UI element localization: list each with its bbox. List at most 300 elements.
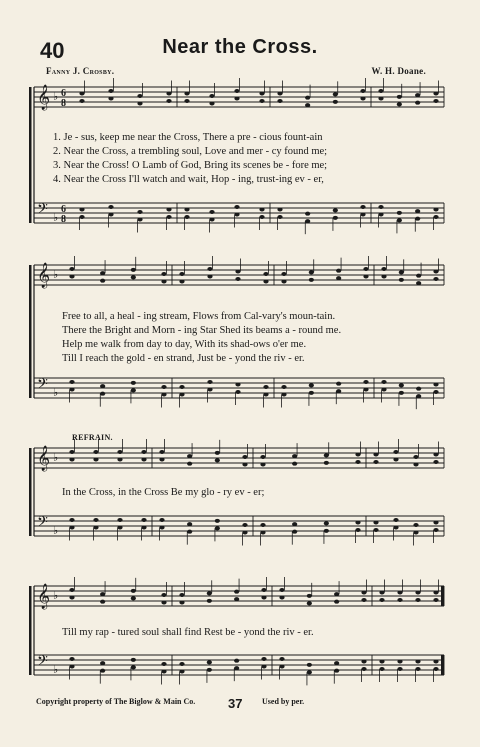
note-head <box>161 601 166 605</box>
note-head <box>131 275 136 279</box>
note-head <box>137 94 142 98</box>
note-head <box>261 588 266 592</box>
note-head <box>131 596 136 600</box>
note-head <box>179 393 184 397</box>
verse-4-line-1: 4. Near the Cross I'll watch and wait, Hop - ing, trust-ing ev - er, <box>53 174 324 185</box>
verse-4-line-2: Till I reach the gold - en strand, Just be - yond the riv - er. <box>62 353 305 364</box>
note-head <box>381 275 386 279</box>
note-head <box>333 92 338 96</box>
note-head <box>161 670 166 674</box>
note-head <box>207 275 212 279</box>
note-head <box>179 662 184 666</box>
flat-icon: ♭ <box>53 91 59 103</box>
note-head <box>141 450 146 454</box>
note-head <box>378 89 383 93</box>
note-head <box>159 518 164 522</box>
note-head <box>234 659 239 663</box>
note-head <box>69 275 74 279</box>
copyright-notice: Copyright property of The Biglow & Main Co. <box>36 697 196 706</box>
note-head <box>433 528 438 532</box>
note-head <box>415 598 420 602</box>
note-head <box>360 213 365 217</box>
note-head <box>179 601 184 605</box>
note-head <box>259 92 264 96</box>
bass-clef-icon: 𝄢 <box>37 201 48 221</box>
note-head <box>415 93 420 97</box>
note-head <box>307 670 312 674</box>
note-head <box>433 92 438 96</box>
note-head <box>69 458 74 462</box>
note-head <box>79 208 84 212</box>
note-head <box>305 103 310 107</box>
note-head <box>209 210 214 214</box>
note-head <box>161 280 166 284</box>
note-head <box>161 272 166 276</box>
note-head <box>433 460 438 464</box>
note-head <box>131 388 136 392</box>
note-head <box>69 380 74 384</box>
note-head <box>209 94 214 98</box>
note-head <box>179 280 184 284</box>
note-head <box>69 388 74 392</box>
note-head <box>415 591 420 595</box>
note-head <box>209 102 214 106</box>
note-head <box>334 600 339 604</box>
note-head <box>397 211 402 215</box>
note-head <box>166 215 171 219</box>
note-head <box>263 393 268 397</box>
note-head <box>363 267 368 271</box>
note-head <box>100 669 105 673</box>
note-head <box>379 591 384 595</box>
note-head <box>305 212 310 216</box>
note-head <box>373 521 378 525</box>
note-head <box>415 667 420 671</box>
note-head <box>355 460 360 464</box>
note-head <box>279 657 284 661</box>
note-head <box>207 267 212 271</box>
note-head <box>379 660 384 664</box>
note-head <box>100 384 105 388</box>
note-head <box>117 458 122 462</box>
note-head <box>361 591 366 595</box>
note-head <box>187 462 192 466</box>
note-head <box>137 210 142 214</box>
note-head <box>279 588 284 592</box>
note-head <box>279 596 284 600</box>
note-head <box>108 89 113 93</box>
note-head <box>333 100 338 104</box>
note-head <box>159 526 164 530</box>
note-head <box>336 382 341 386</box>
note-head <box>261 665 266 669</box>
note-head <box>69 518 74 522</box>
note-head <box>69 665 74 669</box>
verse-2-line-2: There the Bright and Morn - ing Star Shed its beams a - round me. <box>62 325 342 336</box>
note-head <box>187 530 192 534</box>
note-head <box>207 388 212 392</box>
flat-icon: ♭ <box>53 212 59 224</box>
note-head <box>378 97 383 101</box>
final-barline <box>441 586 444 606</box>
verse-3-line-1: 3. Near the Cross! O Lamb of God, Bring its scenes be - fore me; <box>53 160 328 171</box>
note-head <box>117 526 122 530</box>
note-head <box>281 280 286 284</box>
note-head <box>79 215 84 219</box>
final-barline <box>441 655 444 675</box>
note-head <box>336 389 341 393</box>
note-head <box>433 667 438 671</box>
note-head <box>259 215 264 219</box>
note-head <box>416 394 421 398</box>
note-head <box>397 660 402 664</box>
note-head <box>292 530 297 534</box>
note-head <box>379 598 384 602</box>
note-head <box>433 390 438 394</box>
note-head <box>281 385 286 389</box>
note-head <box>263 272 268 276</box>
note-head <box>413 463 418 467</box>
note-head <box>292 454 297 458</box>
note-head <box>336 276 341 280</box>
note-head <box>277 99 282 103</box>
verse-1-line-2: Free to all, a heal - ing stream, Flows from Cal-vary's moun-tain. <box>62 311 336 322</box>
note-head <box>69 267 74 271</box>
note-head <box>324 529 329 533</box>
note-head <box>324 461 329 465</box>
note-head <box>166 208 171 212</box>
note-head <box>309 278 314 282</box>
note-head <box>307 663 312 667</box>
note-head <box>141 518 146 522</box>
note-head <box>378 213 383 217</box>
note-head <box>413 523 418 527</box>
note-head <box>307 594 312 598</box>
note-head <box>131 268 136 272</box>
system-brace <box>29 586 32 675</box>
note-head <box>260 463 265 467</box>
note-head <box>100 592 105 596</box>
note-head <box>309 270 314 274</box>
note-head <box>433 660 438 664</box>
refrain-line-2: Till my rap - tured soul shall find Rest be - yond the riv - er. <box>62 627 314 638</box>
note-head <box>69 588 74 592</box>
composer-credit: W. H. Doane. <box>371 66 426 76</box>
note-head <box>281 393 286 397</box>
note-head <box>117 518 122 522</box>
note-head <box>393 458 398 462</box>
note-head <box>159 458 164 462</box>
note-head <box>100 392 105 396</box>
note-head <box>234 97 239 101</box>
hymn-number: 40 <box>40 38 65 63</box>
note-head <box>100 279 105 283</box>
note-head <box>433 521 438 525</box>
note-head <box>324 453 329 457</box>
note-head <box>100 600 105 604</box>
note-head <box>309 391 314 395</box>
note-head <box>161 593 166 597</box>
note-head <box>397 591 402 595</box>
refrain-label: REFRAIN. <box>72 433 113 442</box>
note-head <box>336 269 341 273</box>
note-head <box>360 89 365 93</box>
note-head <box>433 591 438 595</box>
note-head <box>381 267 386 271</box>
note-head <box>433 215 438 219</box>
note-head <box>235 390 240 394</box>
note-head <box>179 593 184 597</box>
note-head <box>433 598 438 602</box>
note-head <box>397 95 402 99</box>
note-head <box>305 96 310 100</box>
note-head <box>131 658 136 662</box>
verse-2-line-1: 2. Near the Cross, a trembling soul, Love and mer - cy found me; <box>53 146 328 157</box>
system-brace <box>29 448 32 536</box>
note-head <box>179 385 184 389</box>
note-head <box>361 667 366 671</box>
note-head <box>360 205 365 209</box>
note-head <box>397 218 402 222</box>
note-head <box>234 590 239 594</box>
note-head <box>187 522 192 526</box>
note-head <box>215 458 220 462</box>
system-brace <box>29 265 32 398</box>
note-head <box>161 393 166 397</box>
note-head <box>69 657 74 661</box>
permission-notice: Used by per. <box>262 697 305 706</box>
note-head <box>277 92 282 96</box>
note-head <box>373 528 378 532</box>
note-head <box>234 597 239 601</box>
treble-clef-icon: 𝄞 <box>37 85 51 110</box>
note-head <box>259 208 264 212</box>
note-head <box>234 213 239 217</box>
note-head <box>397 667 402 671</box>
note-head <box>131 381 136 385</box>
note-head <box>416 281 421 285</box>
bass-clef-icon: 𝄢 <box>37 653 48 673</box>
author-credit: Fanny J. Crosby. <box>46 66 115 76</box>
time-signature: 8 <box>61 214 66 225</box>
note-head <box>260 523 265 527</box>
note-head <box>381 380 386 384</box>
note-head <box>259 99 264 103</box>
note-head <box>207 599 212 603</box>
note-head <box>416 387 421 391</box>
verse-3-line-2: Help me walk from day to day, With its shad-ows o'er me. <box>62 339 307 350</box>
note-head <box>141 458 146 462</box>
note-head <box>69 450 74 454</box>
note-head <box>215 451 220 455</box>
note-head <box>137 218 142 222</box>
bass-clef-icon: 𝄢 <box>37 376 48 396</box>
flat-icon: ♭ <box>53 664 59 676</box>
note-head <box>166 92 171 96</box>
note-head <box>433 277 438 281</box>
note-head <box>207 380 212 384</box>
note-head <box>399 270 404 274</box>
note-head <box>355 521 360 525</box>
note-head <box>242 463 247 467</box>
treble-clef-icon: 𝄞 <box>37 446 51 471</box>
note-head <box>263 280 268 284</box>
note-head <box>355 528 360 532</box>
note-head <box>235 277 240 281</box>
note-head <box>117 450 122 454</box>
note-head <box>373 453 378 457</box>
note-head <box>242 523 247 527</box>
note-head <box>393 518 398 522</box>
note-head <box>397 598 402 602</box>
note-head <box>79 99 84 103</box>
treble-clef-icon: 𝄞 <box>37 584 51 609</box>
note-head <box>260 531 265 535</box>
note-head <box>305 219 310 223</box>
note-head <box>415 209 420 213</box>
note-head <box>235 270 240 274</box>
note-head <box>242 455 247 459</box>
note-head <box>433 99 438 103</box>
note-head <box>373 460 378 464</box>
flat-icon: ♭ <box>53 387 59 399</box>
note-head <box>137 102 142 106</box>
note-head <box>413 531 418 535</box>
time-signature: 6 <box>61 88 66 99</box>
note-head <box>399 278 404 282</box>
note-head <box>131 665 136 669</box>
note-head <box>209 218 214 222</box>
note-head <box>433 208 438 212</box>
note-head <box>334 669 339 673</box>
note-head <box>234 666 239 670</box>
time-signature: 8 <box>61 98 66 109</box>
note-head <box>93 526 98 530</box>
note-head <box>413 455 418 459</box>
note-head <box>393 450 398 454</box>
flat-icon: ♭ <box>53 269 59 281</box>
note-head <box>108 213 113 217</box>
note-head <box>397 102 402 106</box>
note-head <box>234 205 239 209</box>
note-head <box>179 670 184 674</box>
note-head <box>415 217 420 221</box>
note-head <box>378 205 383 209</box>
note-head <box>415 101 420 105</box>
note-head <box>307 601 312 605</box>
note-head <box>277 215 282 219</box>
note-head <box>433 453 438 457</box>
time-signature: 6 <box>61 204 66 215</box>
note-head <box>184 208 189 212</box>
note-head <box>361 660 366 664</box>
note-head <box>433 383 438 387</box>
note-head <box>393 526 398 530</box>
note-head <box>161 662 166 666</box>
note-head <box>433 270 438 274</box>
note-head <box>184 215 189 219</box>
note-head <box>131 589 136 593</box>
note-head <box>69 526 74 530</box>
note-head <box>187 454 192 458</box>
note-head <box>184 92 189 96</box>
note-head <box>277 208 282 212</box>
note-head <box>263 385 268 389</box>
note-head <box>360 97 365 101</box>
note-head <box>261 657 266 661</box>
note-head <box>108 97 113 101</box>
note-head <box>399 391 404 395</box>
note-head <box>108 205 113 209</box>
note-head <box>141 526 146 530</box>
note-head <box>235 383 240 387</box>
note-head <box>281 272 286 276</box>
note-head <box>379 667 384 671</box>
note-head <box>324 521 329 525</box>
note-head <box>207 668 212 672</box>
note-head <box>292 462 297 466</box>
note-head <box>207 660 212 664</box>
note-head <box>215 526 220 530</box>
note-head <box>334 661 339 665</box>
flat-icon: ♭ <box>53 590 59 602</box>
note-head <box>355 453 360 457</box>
note-head <box>416 274 421 278</box>
refrain-line-1: In the Cross, in the Cross Be my glo - ry ev - er; <box>62 487 265 498</box>
note-head <box>166 99 171 103</box>
note-head <box>279 665 284 669</box>
note-head <box>309 383 314 387</box>
note-head <box>100 661 105 665</box>
bass-clef-icon: 𝄢 <box>37 514 48 534</box>
note-head <box>333 216 338 220</box>
note-head <box>334 592 339 596</box>
note-head <box>184 99 189 103</box>
verse-1-line-1: 1. Je - sus, keep me near the Cross, There a pre - cious fount-ain <box>53 132 323 143</box>
note-head <box>292 522 297 526</box>
flat-icon: ♭ <box>53 525 59 537</box>
note-head <box>69 596 74 600</box>
note-head <box>93 458 98 462</box>
note-head <box>215 519 220 523</box>
note-head <box>179 272 184 276</box>
note-head <box>381 388 386 392</box>
note-head <box>234 89 239 93</box>
note-head <box>207 591 212 595</box>
note-head <box>363 380 368 384</box>
note-head <box>415 660 420 664</box>
flat-icon: ♭ <box>53 452 59 464</box>
note-head <box>161 385 166 389</box>
note-head <box>93 450 98 454</box>
treble-clef-icon: 𝄞 <box>37 263 51 288</box>
note-head <box>79 92 84 96</box>
note-head <box>333 208 338 212</box>
note-head <box>100 271 105 275</box>
note-head <box>93 518 98 522</box>
note-head <box>363 275 368 279</box>
note-head <box>361 598 366 602</box>
note-head <box>399 383 404 387</box>
hymn-title: Near the Cross. <box>162 36 318 58</box>
note-head <box>261 596 266 600</box>
note-head <box>242 531 247 535</box>
note-head <box>363 388 368 392</box>
page-number: 37 <box>228 696 243 711</box>
system-brace <box>29 87 32 223</box>
note-head <box>159 450 164 454</box>
note-head <box>260 455 265 459</box>
